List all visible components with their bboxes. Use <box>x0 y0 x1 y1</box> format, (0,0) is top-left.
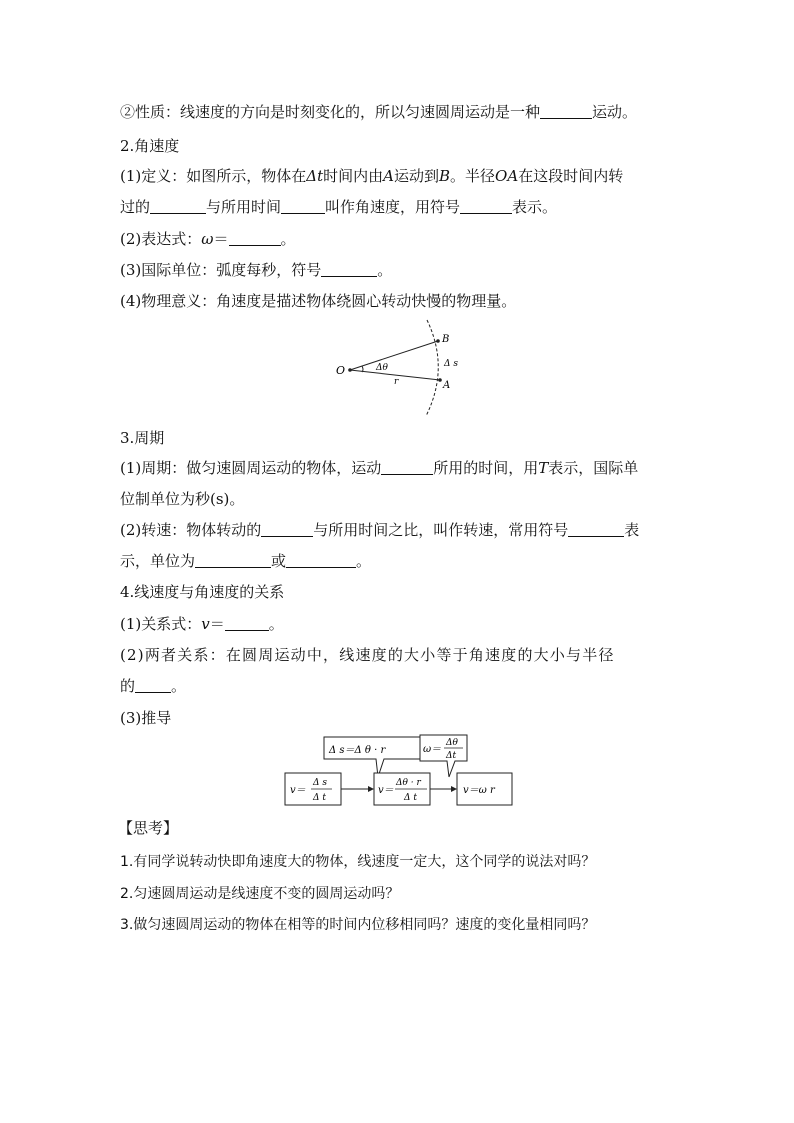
think-question-1: 1.有同学说转动快即角速度大的物体，线速度一定大，这个同学的说法对吗？ <box>120 854 596 870</box>
callout-omega-den: Δt <box>446 751 457 761</box>
answer-blank <box>540 104 592 119</box>
nature-text: ②性质：线速度的方向是时刻变化的，所以匀速圆周运动是一种 <box>120 103 541 121</box>
answer-blank <box>281 199 325 214</box>
equals-sign: ＝ <box>213 230 229 248</box>
center-point-o <box>348 368 352 372</box>
definition-line-2 <box>120 197 557 217</box>
relation-text-end: 。 <box>268 615 284 633</box>
point-b <box>436 339 440 343</box>
nature-text-end: 运动。 <box>592 103 638 121</box>
section-heading-angular-velocity: 2.角速度 <box>120 137 180 155</box>
relation-text-end: 。 <box>171 677 187 695</box>
expr-text-end: 。 <box>280 230 296 248</box>
speed-text: 与所用时间之比，叫作转速，常用符号 <box>313 521 569 539</box>
point-b-symbol: B <box>439 167 451 185</box>
speed-text: (2)转速：物体转动的 <box>120 521 262 539</box>
physical-meaning-line: (4)物理意义：角速度是描述物体绕圆心转动快慢的物理量。 <box>120 292 517 310</box>
angular-displacement-figure <box>330 318 470 418</box>
def-text: 表示。 <box>512 198 558 216</box>
answer-blank <box>229 231 281 246</box>
answer-blank <box>135 678 171 693</box>
period-line-2: 位制单位为秒(s)。 <box>120 490 245 508</box>
answer-blank <box>568 522 624 537</box>
label-delta-s: Δ s <box>444 359 458 369</box>
both-relation-line-1: (2)两者关系：在圆周运动中，线速度的大小等于角速度的大小与半径 <box>120 646 615 664</box>
equals-sign: ＝ <box>209 615 225 633</box>
answer-blank <box>150 199 206 214</box>
box3-text: v＝ω r <box>463 785 495 796</box>
point-a <box>438 378 442 382</box>
label-o: O <box>336 364 346 377</box>
speed-text: 。 <box>356 552 372 570</box>
def-text: 时间内由 <box>323 167 384 185</box>
answer-blank <box>460 199 512 214</box>
rotation-speed-line-2 <box>120 551 371 571</box>
speed-text: 示，单位为 <box>120 552 196 570</box>
rotation-speed-line-1 <box>120 520 639 540</box>
period-text: 所用的时间，用 <box>433 459 539 477</box>
unit-text-end: 。 <box>377 261 393 279</box>
label-b: B <box>442 334 450 345</box>
period-line-1 <box>120 458 638 478</box>
answer-blank <box>195 553 271 568</box>
answer-blank <box>381 460 433 475</box>
derivation-flow-diagram <box>280 733 520 811</box>
derivation-label: (3)推导 <box>120 709 172 727</box>
box2-num: Δθ · r <box>396 778 421 788</box>
def-text: 在这段时间内转 <box>518 167 624 185</box>
relation-formula-line <box>120 614 284 634</box>
period-text: (1)周期：做匀速圆周运动的物体，运动 <box>120 459 382 477</box>
angle-arc <box>362 366 363 372</box>
def-text: 过的 <box>120 198 151 216</box>
think-question-2: 2.匀速圆周运动是线速度不变的圆周运动吗？ <box>120 886 400 902</box>
period-text: 表示，国际单 <box>548 459 639 477</box>
think-heading: 【思考】 <box>118 819 179 837</box>
unit-text: (3)国际单位：弧度每秒，符号 <box>120 261 322 279</box>
def-text: (1)定义：如图所示，物体在 <box>120 167 307 185</box>
answer-blank <box>321 262 377 277</box>
callout-ds-text: Δ s＝Δ θ · r <box>329 745 386 756</box>
expr-text: (2)表达式： <box>120 230 202 248</box>
def-text: 叫作角速度，用符号 <box>325 198 461 216</box>
v-symbol: v <box>201 615 210 633</box>
def-text: 运动到 <box>393 167 439 185</box>
label-a: A <box>443 380 451 391</box>
section-heading-relation: 4.线速度与角速度的关系 <box>120 583 285 601</box>
point-a-symbol: A <box>383 167 394 185</box>
box1-num: Δ s <box>313 778 327 788</box>
t-symbol: T <box>538 459 549 477</box>
box2-lhs: v＝ <box>378 785 394 796</box>
definition-line-1 <box>120 166 623 186</box>
radius-ob <box>350 341 438 370</box>
think-question-3: 3.做匀速圆周运动的物体在相等的时间内位移相同吗？速度的变化量相同吗？ <box>120 917 596 933</box>
def-text: 。半径 <box>450 167 496 185</box>
circle-arc <box>426 320 438 416</box>
box1-lhs: v＝ <box>290 785 306 796</box>
expression-line <box>120 229 296 249</box>
callout-omega-box <box>420 735 467 777</box>
callout-omega-num: Δθ <box>446 738 458 748</box>
radius-oa-symbol: OA <box>495 167 519 185</box>
both-relation-line-2 <box>120 676 186 696</box>
omega-symbol: ω <box>201 230 214 248</box>
speed-text: 或 <box>271 552 287 570</box>
callout-omega-lhs: ω＝ <box>423 744 442 755</box>
callout-ds-box <box>324 737 421 777</box>
answer-blank <box>261 522 313 537</box>
section-heading-period: 3.周期 <box>120 429 165 447</box>
speed-text: 表 <box>624 521 640 539</box>
unit-line <box>120 260 392 280</box>
nature-line <box>120 102 637 122</box>
answer-blank <box>286 553 356 568</box>
relation-text: 的 <box>120 677 136 695</box>
box2-den: Δ t <box>404 793 417 803</box>
label-delta-theta: Δθ <box>376 363 388 373</box>
delta-t-symbol: Δt <box>306 167 324 185</box>
label-r: r <box>394 377 399 387</box>
answer-blank <box>225 616 269 631</box>
box1-den: Δ t <box>313 793 326 803</box>
def-text: 与所用时间 <box>206 198 282 216</box>
relation-text: (1)关系式： <box>120 615 202 633</box>
